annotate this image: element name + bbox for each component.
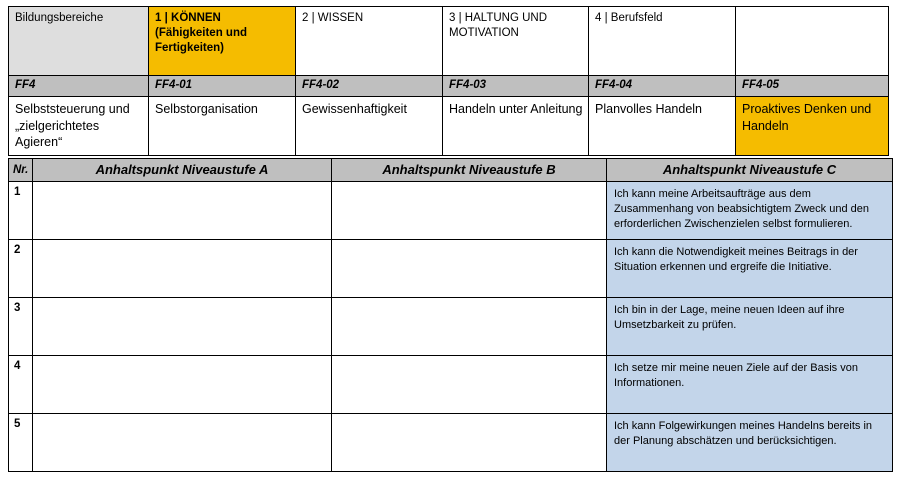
- column-header-nr: Nr.: [9, 159, 33, 182]
- competency-value-1: Selbstorganisation: [149, 97, 296, 156]
- competency-value-0: Selbststeuerung und „zielgerichtetes Agieren“: [9, 97, 149, 156]
- competency-overview-table: [8, 6, 889, 156]
- cell-level-a-3: [33, 298, 332, 356]
- domain-header-4: [589, 7, 736, 76]
- row-number-1: 1: [9, 182, 33, 240]
- anchor-points-table: [8, 158, 893, 472]
- cell-level-c-1: Ich kann meine Arbeitsaufträge aus dem Zusammenhang von beabsichtigtem Zweck und den erforderlichen Zwischenzielen selbst formulieren.: [607, 182, 893, 240]
- cell-level-b-2: [332, 240, 607, 298]
- cell-level-b-3: [332, 298, 607, 356]
- cell-level-a-2: [33, 240, 332, 298]
- row-number-3: 3: [9, 298, 33, 356]
- code-cell-1: FF4-01: [149, 76, 296, 97]
- code-cell-0: FF4: [9, 76, 149, 97]
- domain-number-4: 4: [595, 12, 602, 24]
- domain-name-3: HALTUNG UND MOTIVATION: [449, 12, 548, 40]
- cell-level-a-1: [33, 182, 332, 240]
- domain-separator-2: |: [311, 12, 318, 24]
- competency-value-4: Planvolles Handeln: [589, 97, 736, 156]
- cell-level-c-2: Ich kann die Notwendigkeit meines Beitrags in der Situation erkennen und ergreife die Initiative.: [607, 240, 893, 298]
- domain-number-2: 2: [302, 12, 309, 24]
- column-header-level-c: Anhaltspunkt Niveaustufe C: [607, 159, 893, 182]
- cell-level-b-5: [332, 414, 607, 472]
- table-row: [9, 298, 893, 356]
- row-number-2: 2: [9, 240, 33, 298]
- domain-header-1: [149, 7, 296, 76]
- cell-level-c-3: Ich bin in der Lage, meine neuen Ideen auf ihre Umsetzbarkeit zu prüfen.: [607, 298, 893, 356]
- cell-level-b-1: [332, 182, 607, 240]
- domain-header-5: [736, 7, 889, 76]
- competency-value-2: Gewissenhaftigkeit: [296, 97, 443, 156]
- anchor-header-row: [9, 159, 893, 182]
- competency-code-row: [9, 76, 889, 97]
- domain-name-1: KÖNNEN: [171, 12, 221, 24]
- table-row: [9, 356, 893, 414]
- table-row: [9, 414, 893, 472]
- code-cell-4: FF4-04: [589, 76, 736, 97]
- domain-separator-1: |: [164, 12, 172, 24]
- domain-name-4: Berufsfeld: [610, 12, 663, 24]
- competency-value-row: [9, 97, 889, 156]
- domain-header-3: [443, 7, 589, 76]
- column-header-level-b: Anhaltspunkt Niveaustufe B: [332, 159, 607, 182]
- domain-subtitle-1: (Fähigkeiten und Fertigkeiten): [155, 27, 247, 55]
- cell-level-c-4: Ich setze mir meine neuen Ziele auf der Basis von Informationen.: [607, 356, 893, 414]
- code-cell-3: FF4-03: [443, 76, 589, 97]
- cell-level-b-4: [332, 356, 607, 414]
- bildungsbereiche-label: Bildungsbereiche: [9, 7, 149, 76]
- code-cell-5: FF4-05: [736, 76, 889, 97]
- domain-name-2: WISSEN: [317, 12, 364, 24]
- domain-number-1: 1: [155, 12, 162, 24]
- domain-separator-4: |: [604, 12, 611, 24]
- competency-header-row: [9, 7, 889, 76]
- column-header-level-a: Anhaltspunkt Niveaustufe A: [33, 159, 332, 182]
- row-number-4: 4: [9, 356, 33, 414]
- table-row: [9, 240, 893, 298]
- domain-separator-3: |: [458, 12, 465, 24]
- domain-number-3: 3: [449, 12, 456, 24]
- row-number-5: 5: [9, 414, 33, 472]
- table-row: [9, 182, 893, 240]
- code-cell-2: FF4-02: [296, 76, 443, 97]
- cell-level-c-5: Ich kann Folgewirkungen meines Handelns bereits in der Planung abschätzen und berücksichtigen.: [607, 414, 893, 472]
- cell-level-a-4: [33, 356, 332, 414]
- domain-header-5-empty: [742, 11, 883, 12]
- competency-value-5: Proaktives Denken und Handeln: [736, 97, 889, 156]
- competency-value-3: Handeln unter Anleitung: [443, 97, 589, 156]
- domain-header-2: [296, 7, 443, 76]
- cell-level-a-5: [33, 414, 332, 472]
